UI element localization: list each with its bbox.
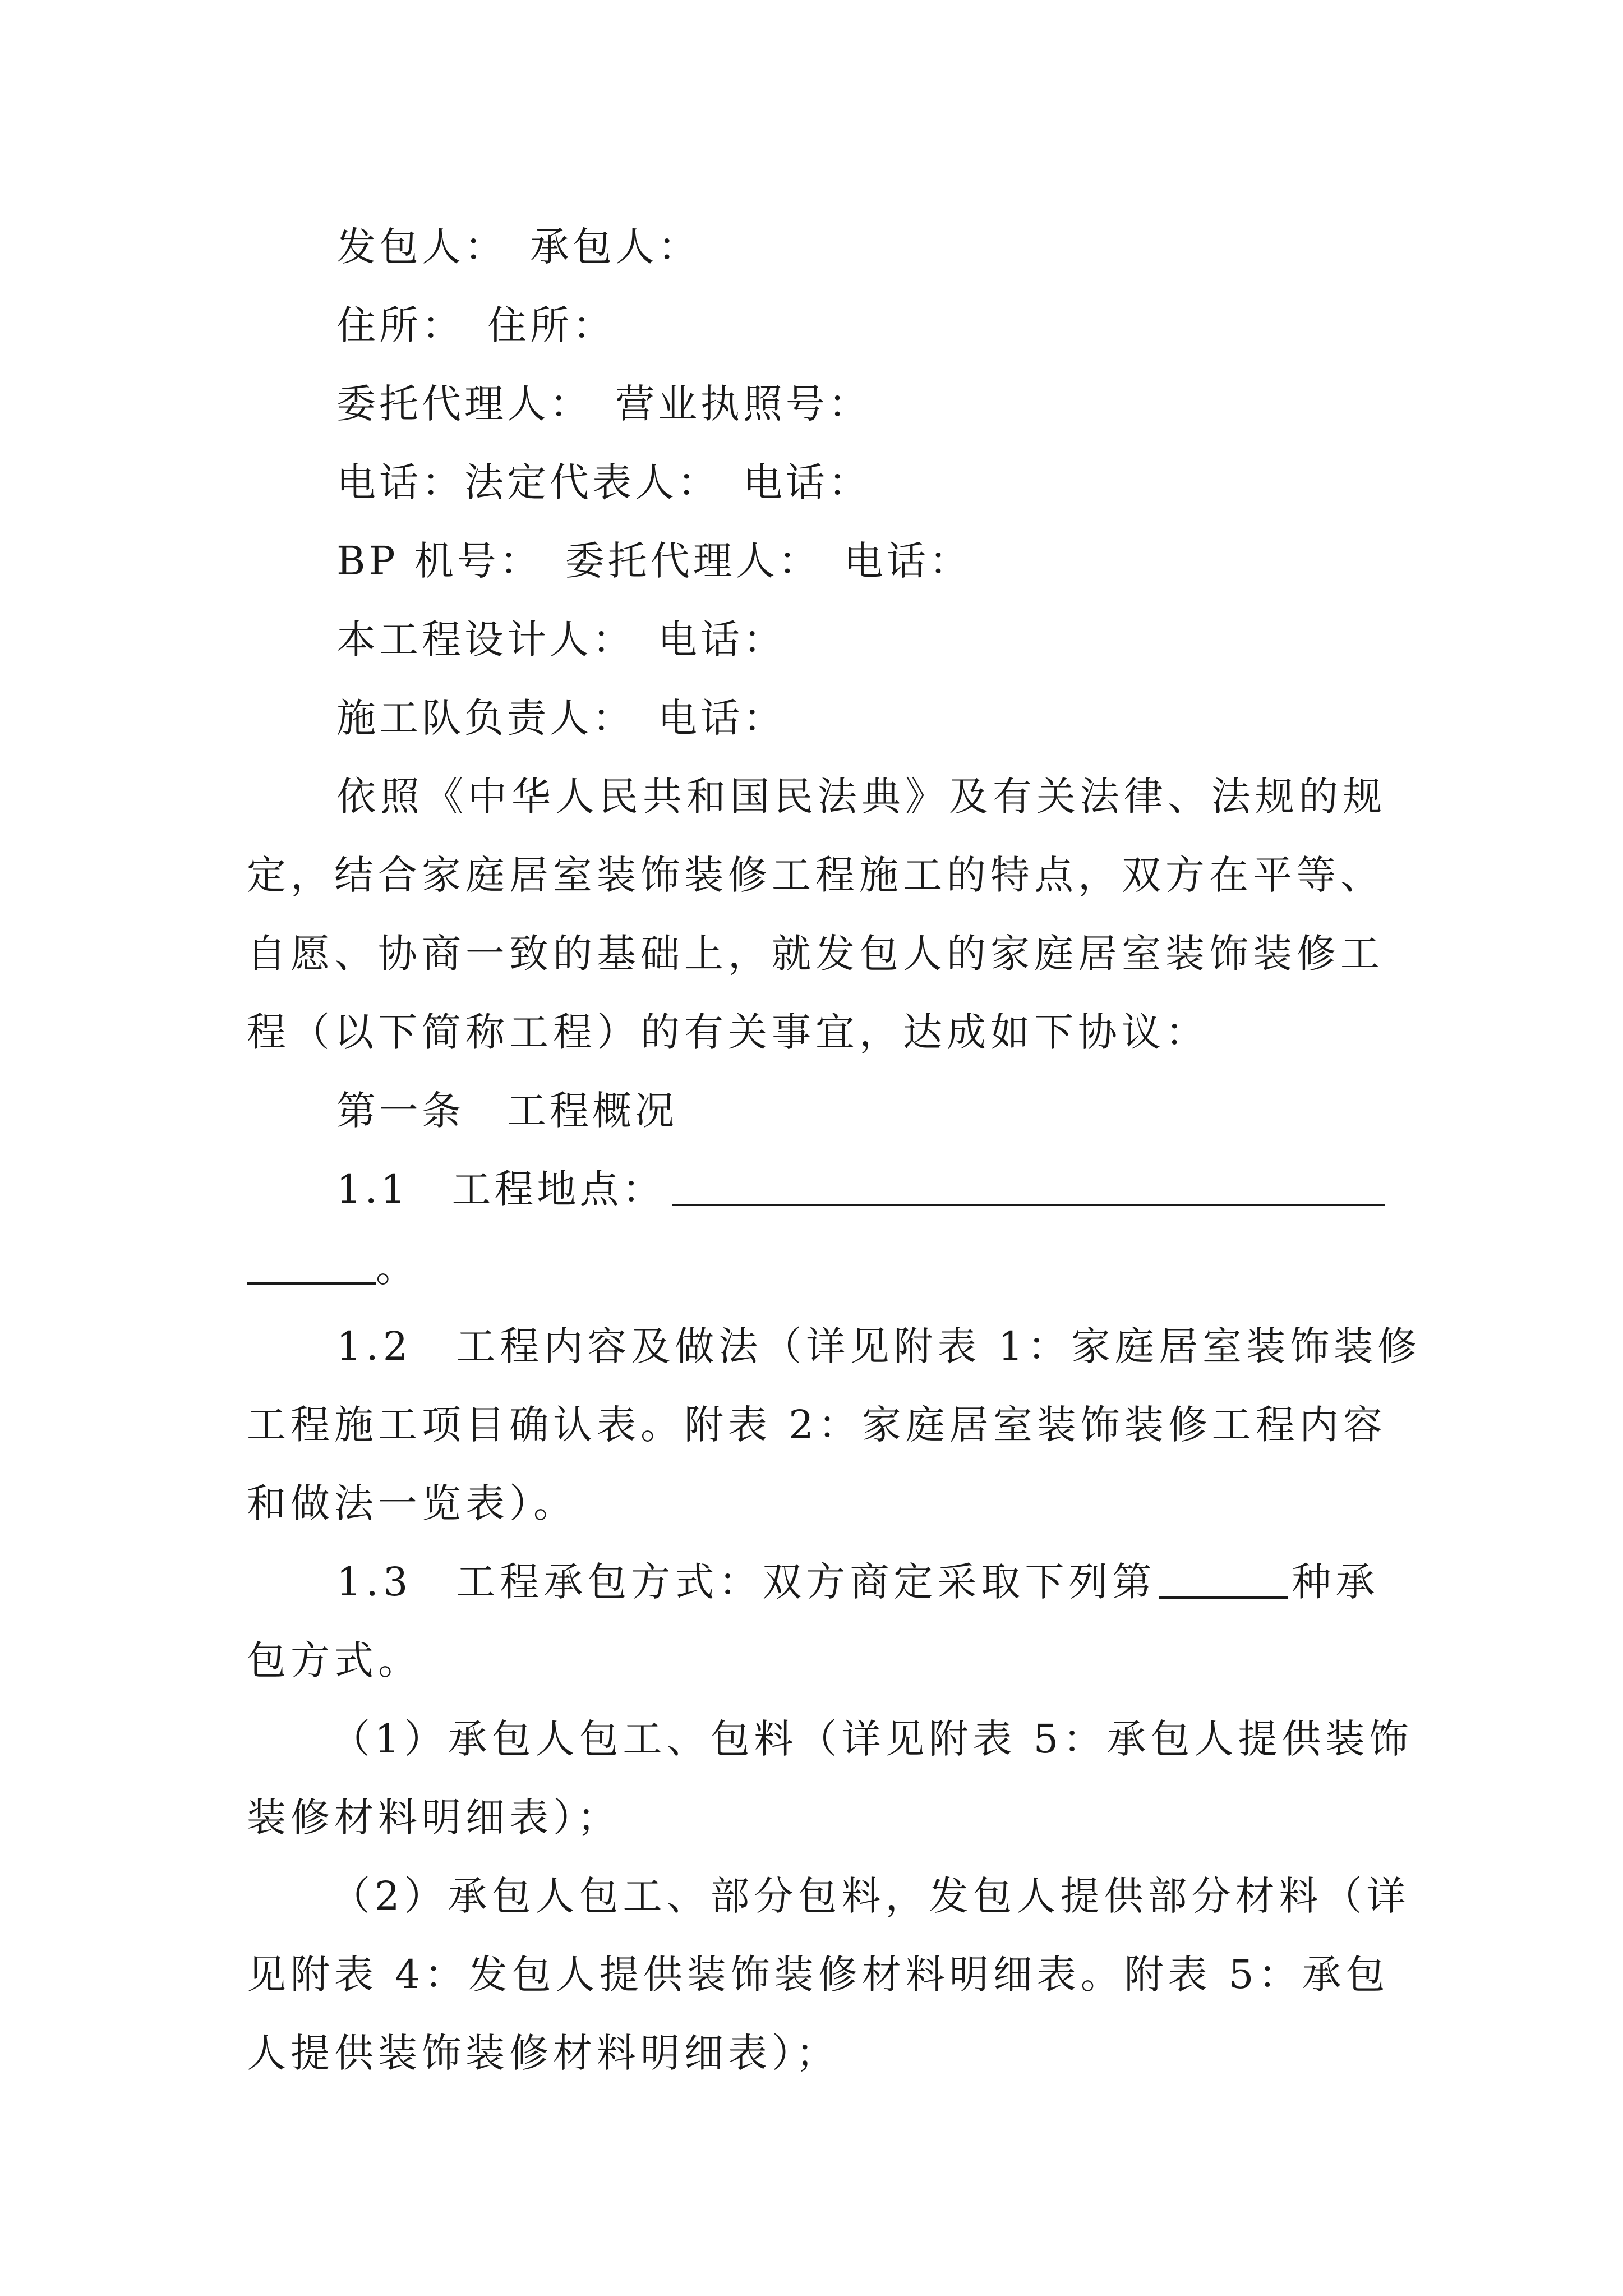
header-field-parties: 发包人： 承包人： bbox=[336, 224, 700, 270]
option-2 bbox=[247, 1857, 1410, 2092]
item-1-3-line bbox=[247, 1543, 1391, 1621]
option-2-line: 见附表 4：发包人提供装饰装修材料明细表。附表 5：承包 bbox=[247, 1952, 1390, 1998]
item-1-2 bbox=[247, 1307, 1422, 1543]
item-1-2-line: 工程施工项目确认表。附表 2：家庭居室装饰装修工程内容 bbox=[247, 1402, 1387, 1448]
header-field-team-leader: 施工队负责人： 电话： bbox=[336, 695, 786, 741]
contract-mode-blank bbox=[1159, 1557, 1288, 1599]
option-1 bbox=[247, 1700, 1413, 1857]
document-body bbox=[247, 208, 1422, 2092]
header-field-designer: 本工程设计人： 电话： bbox=[336, 616, 786, 662]
item-1-3-suffix: 种承 bbox=[1292, 1559, 1380, 1605]
intro-line: 程（以下简称工程）的有关事宜，达成如下协议： bbox=[247, 1009, 1209, 1055]
item-1-2-line: 和做法一览表）。 bbox=[247, 1480, 577, 1526]
option-1-line: 装修材料明细表）； bbox=[247, 1795, 621, 1841]
header-field-pager-agent: BP 机号： 委托代理人： 电话： bbox=[336, 538, 972, 584]
option-2-line: （2）承包人包工、部分包料，发包人提供部分材料（详 bbox=[331, 1873, 1410, 1919]
option-2-line: 人提供装饰装修材料明细表）； bbox=[247, 2030, 840, 2076]
item-1-1-continuation bbox=[247, 1228, 1391, 1307]
option-1-line: （1）承包人包工、包料（详见附表 5：承包人提供装饰 bbox=[331, 1716, 1413, 1762]
intro-paragraph bbox=[247, 757, 1391, 1071]
party-info-section bbox=[247, 208, 1391, 757]
item-1-1-end: 。 bbox=[376, 1245, 418, 1291]
article-1-title: 第一条 工程概况 bbox=[336, 1088, 677, 1134]
intro-line: 自愿、协商一致的基础上，就发包人的家庭居室装饰装修工 bbox=[247, 931, 1384, 977]
item-1-1-label: 1.1 工程地点： bbox=[336, 1166, 665, 1212]
address-blank bbox=[672, 1165, 1385, 1206]
item-1-3-prefix: 1.3 工程承包方式：双方商定采取下列第 bbox=[336, 1559, 1156, 1605]
item-1-2-line: 1.2 工程内容及做法（详见附表 1：家庭居室装饰装修 bbox=[336, 1323, 1422, 1369]
intro-line: 依照《中华人民共和国民法典》及有关法律、法规的规 bbox=[336, 774, 1386, 820]
header-field-agent-license: 委托代理人： 营业执照号： bbox=[336, 381, 871, 427]
intro-line: 定，结合家庭居室装饰装修工程施工的特点，双方在平等、 bbox=[247, 852, 1384, 898]
article-1 bbox=[247, 1071, 1422, 2092]
header-field-address: 住所： 住所： bbox=[336, 302, 615, 348]
item-1-3 bbox=[247, 1543, 1391, 1700]
address-blank-end bbox=[247, 1243, 376, 1285]
item-1-3-line: 包方式。 bbox=[247, 1637, 422, 1683]
item-1-1 bbox=[247, 1150, 1391, 1228]
header-field-phone-legal-rep: 电话：法定代表人： 电话： bbox=[336, 459, 871, 505]
